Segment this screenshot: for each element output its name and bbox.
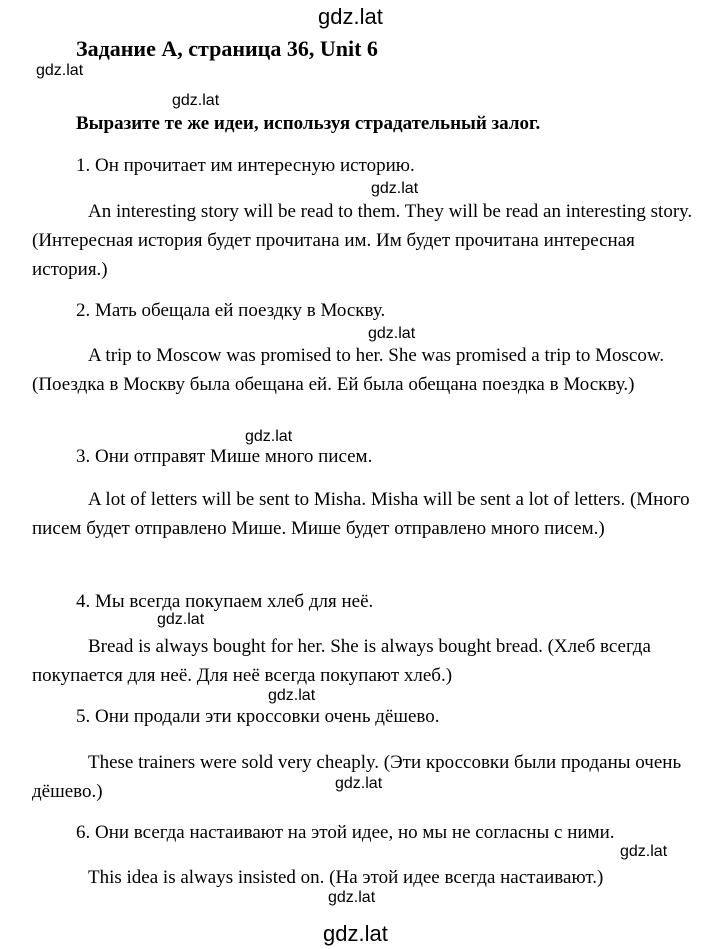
task-4-answer: Bread is always bought for her. She is always bought bread. (Хлеб всегда покупается для неё. Для неё всегда покупают хлеб.) xyxy=(32,636,651,686)
watermark-left: gdz.lat xyxy=(36,62,84,79)
watermark-top: gdz.lat xyxy=(318,4,383,29)
watermark: gdz.lat xyxy=(245,428,293,445)
instruction: Выразите те же идеи, используя страдательный залог. xyxy=(76,113,541,134)
watermark: gdz.lat xyxy=(268,687,316,704)
task-5-russian: 5. Они продали эти кроссовки очень дёшево. xyxy=(76,706,440,727)
watermark: gdz.lat xyxy=(368,325,416,342)
task-6-russian: 6. Они всегда настаивают на этой идее, но мы не согласны с ними. xyxy=(76,822,615,843)
watermark: gdz.lat xyxy=(172,92,220,109)
watermark: gdz.lat xyxy=(157,611,205,628)
task-3-russian: 3. Они отправят Мише много писем. xyxy=(76,446,373,467)
watermark: gdz.lat xyxy=(335,775,383,792)
task-6-answer: This idea is always insisted on. (На этой идее всегда настаивают.) xyxy=(88,867,604,888)
task-1-answer: An interesting story will be read to them. They will be read an interesting story. (Интересная история будет прочитана им. Им будет прочитана интересная история.) xyxy=(32,201,693,280)
task-2-russian: 2. Мать обещала ей поездку в Москву. xyxy=(76,300,386,321)
task-2-answer: A trip to Moscow was promised to her. She was promised a trip to Moscow. (Поездка в Москву была обещана ей. Ей была обещана поездка в Москву.) xyxy=(32,345,665,395)
task-4-russian: 4. Мы всегда покупаем хлеб для неё. xyxy=(76,591,374,612)
task-3-answer: A lot of letters will be sent to Misha. Misha will be sent a lot of letters. (Много писем будет отправлено Мише. Мише будет отправлено много писем.) xyxy=(32,489,690,539)
page-title: Задание A, страница 36, Unit 6 xyxy=(76,36,378,61)
watermark: gdz.lat xyxy=(371,180,419,197)
watermark: gdz.lat xyxy=(620,843,668,860)
watermark-bottom: gdz.lat xyxy=(323,921,388,946)
watermark: gdz.lat xyxy=(328,889,376,906)
task-5-answer: These trainers were sold very cheaply. (Эти кроссовки были проданы очень дёшево.) xyxy=(32,752,682,802)
task-1-russian: 1. Он прочитает им интересную историю. xyxy=(76,155,415,176)
